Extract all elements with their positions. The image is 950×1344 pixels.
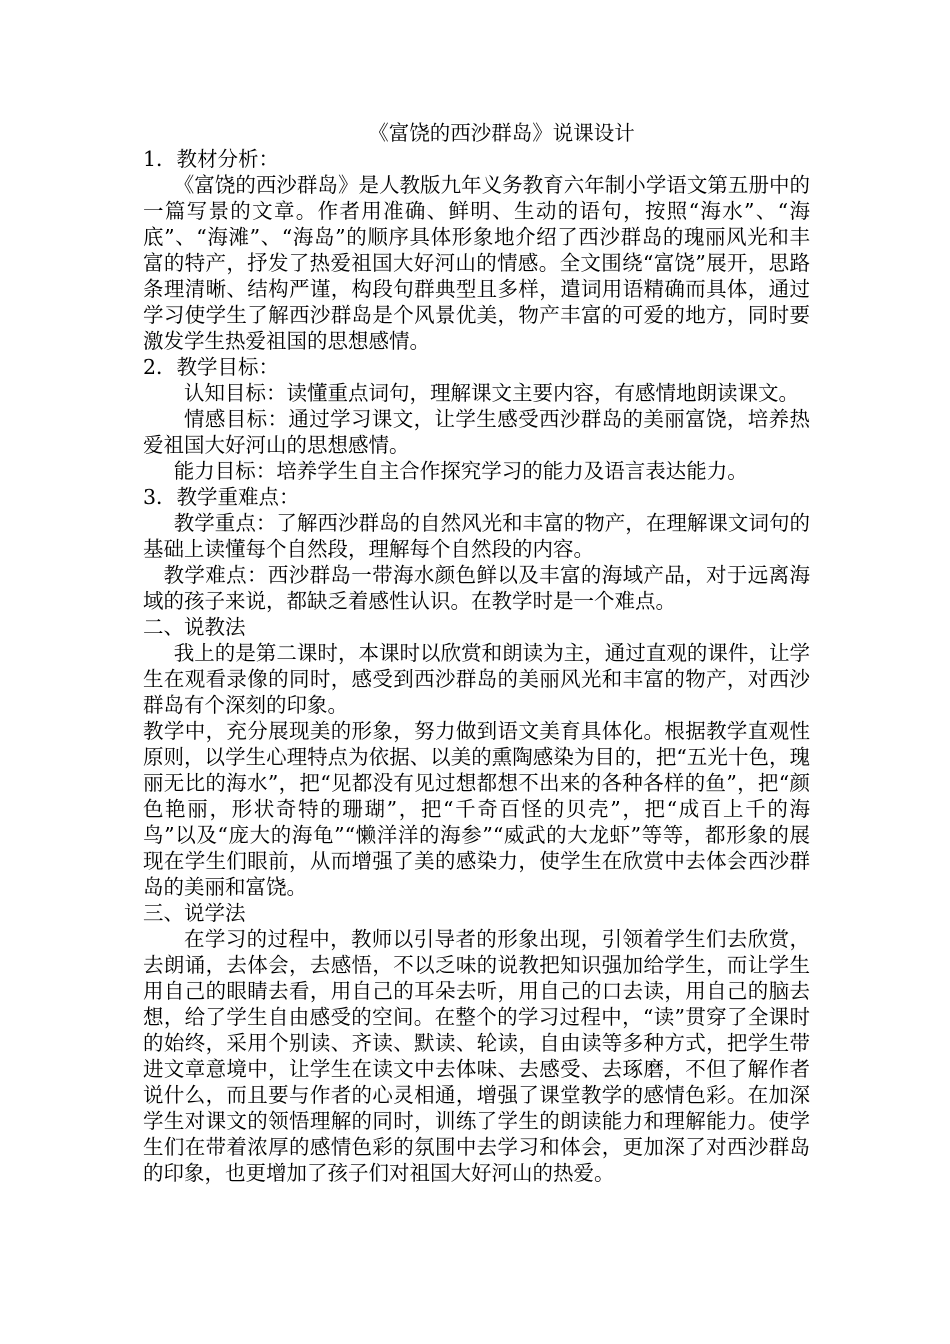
section-heading-learning-method: 三、说学法 — [143, 901, 246, 925]
paragraph-ability-goal: 能力目标：培养学生自主合作探究学习的能力及语言表达能力。 — [173, 459, 748, 483]
section-heading-textbook-analysis: 1．教材分析： — [143, 147, 280, 171]
paragraph-difficult-point: 教学难点：西沙群岛一带海水颜色鲜以及丰富的海域产品，对于远离海域的孩子来说，都缺乏着感性认识。在教学时是一个难点。 — [143, 563, 810, 613]
document-body — [143, 120, 810, 1186]
paragraph-teaching-method-2: 教学中，充分展现美的形象，努力做到语文美育具体化。根据教学直观性原则，以学生心理特点为依据、以美的熏陶感染为目的，把“五光十色，瑰丽无比的海水”，把“见都没有见过想都想不出来的各种各样的鱼”，把“颜色艳丽，形状奇特的珊瑚”，把“千奇百怪的贝壳”，把“成百上千的海鸟”以及“庞大的海龟”“懒洋洋的海参”“威武的大龙虾”等等，都形象的展现在学生们眼前，从而增强了美的感染力，使学生在欣赏中去体会西沙群岛的美丽和富饶。 — [143, 719, 810, 899]
paragraph-teaching-method-1: 我上的是第二课时，本课时以欣赏和朗读为主，通过直观的课件，让学生在观看录像的同时，感受到西沙群岛的美丽风光和丰富的物产，对西沙群岛有个深刻的印象。 — [143, 641, 810, 717]
section-heading-key-points: 3．教学重难点： — [143, 485, 300, 509]
section-heading-teaching-goals: 2．教学目标： — [143, 355, 280, 379]
paragraph-cognitive-goal: 认知目标：读懂重点词句，理解课文主要内容，有感情地朗读课文。 — [184, 381, 799, 405]
section-heading-teaching-method: 二、说教法 — [143, 615, 246, 639]
paragraph-emotional-goal: 情感目标：通过学习课文，让学生感受西沙群岛的美丽富饶，培养热爱祖国大好河山的思想感情。 — [143, 407, 810, 457]
paragraph-key-point: 教学重点：了解西沙群岛的自然风光和丰富的物产，在理解课文词句的基础上读懂每个自然段，理解每个自然段的内容。 — [143, 511, 810, 561]
document-title: 《富饶的西沙群岛》说课设计 — [368, 121, 635, 145]
paragraph-learning-method: 在学习的过程中，教师以引导者的形象出现，引领着学生们去欣赏，去朗诵，去体会，去感悟，不以乏味的说教把知识强加给学生，而让学生用自己的眼睛去看，用自己的耳朵去听，用自己的口去读，用自己的脑去想，给了学生自由感受的空间。在整个的学习过程中，“读”贯穿了全课时的始终，采用个别读、齐读、默读、轮读，自由读等多种方式，把学生带进文章意境中，让学生在读文中去体味、去感受、去琢磨，不但了解作者说什么，而且要与作者的心灵相通，增强了课堂教学的感情色彩。在加深学生对课文的领悟理解的同时，训练了学生的朗读能力和理解能力。使学生们在带着浓厚的感情色彩的氛围中去学习和体会，更加深了对西沙群岛的印象，也更增加了孩子们对祖国大好河山的热爱。 — [143, 927, 810, 1185]
paragraph-textbook-analysis: 《富饶的西沙群岛》是人教版九年义务教育六年制小学语文第五册中的一篇写景的文章。作者用准确、鲜明、生动的语句，按照“海水”、“海底”、“海滩”、“海岛”的顺序具体形象地介绍了西沙群岛的瑰丽风光和丰富的特产，抒发了热爱祖国大好河山的情感。全文围绕“富饶”展开，思路条理清晰、结构严谨，构段句群典型且多样，遣词用语精确而具体，通过学习使学生了解西沙群岛是个风景优美，物产丰富的可爱的地方，同时要激发学生热爱祖国的思想感情。 — [143, 173, 810, 353]
